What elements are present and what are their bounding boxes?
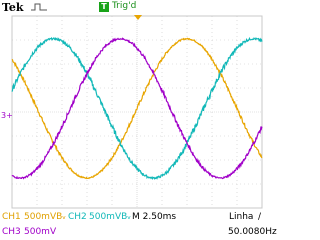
trigger-badge: T xyxy=(99,2,109,12)
ch2-scale: 500mVBᵥ xyxy=(89,212,132,222)
ch3-ground-marker: 3+ xyxy=(1,111,13,120)
graticule-grid xyxy=(12,16,262,208)
ch3-scale: 500mV xyxy=(24,227,57,237)
brand-logo: Tek xyxy=(2,1,24,14)
trigger-position-marker xyxy=(134,15,142,20)
trigger-status: Trig'd xyxy=(112,1,137,11)
trigger-source: Linha xyxy=(229,212,254,222)
ch1-trace xyxy=(12,38,262,178)
trigger-slope-icon: ∕ xyxy=(258,212,262,222)
ch3-label: CH3 xyxy=(2,227,21,237)
ch2-label: CH2 xyxy=(68,212,87,222)
ch1-scale: 500mVBᵥ xyxy=(24,212,67,222)
frequency-readout: 50.0080Hz xyxy=(228,227,277,237)
timebase-readout: M 2.50ms xyxy=(132,212,177,222)
ch1-label: CH1 xyxy=(2,212,21,222)
